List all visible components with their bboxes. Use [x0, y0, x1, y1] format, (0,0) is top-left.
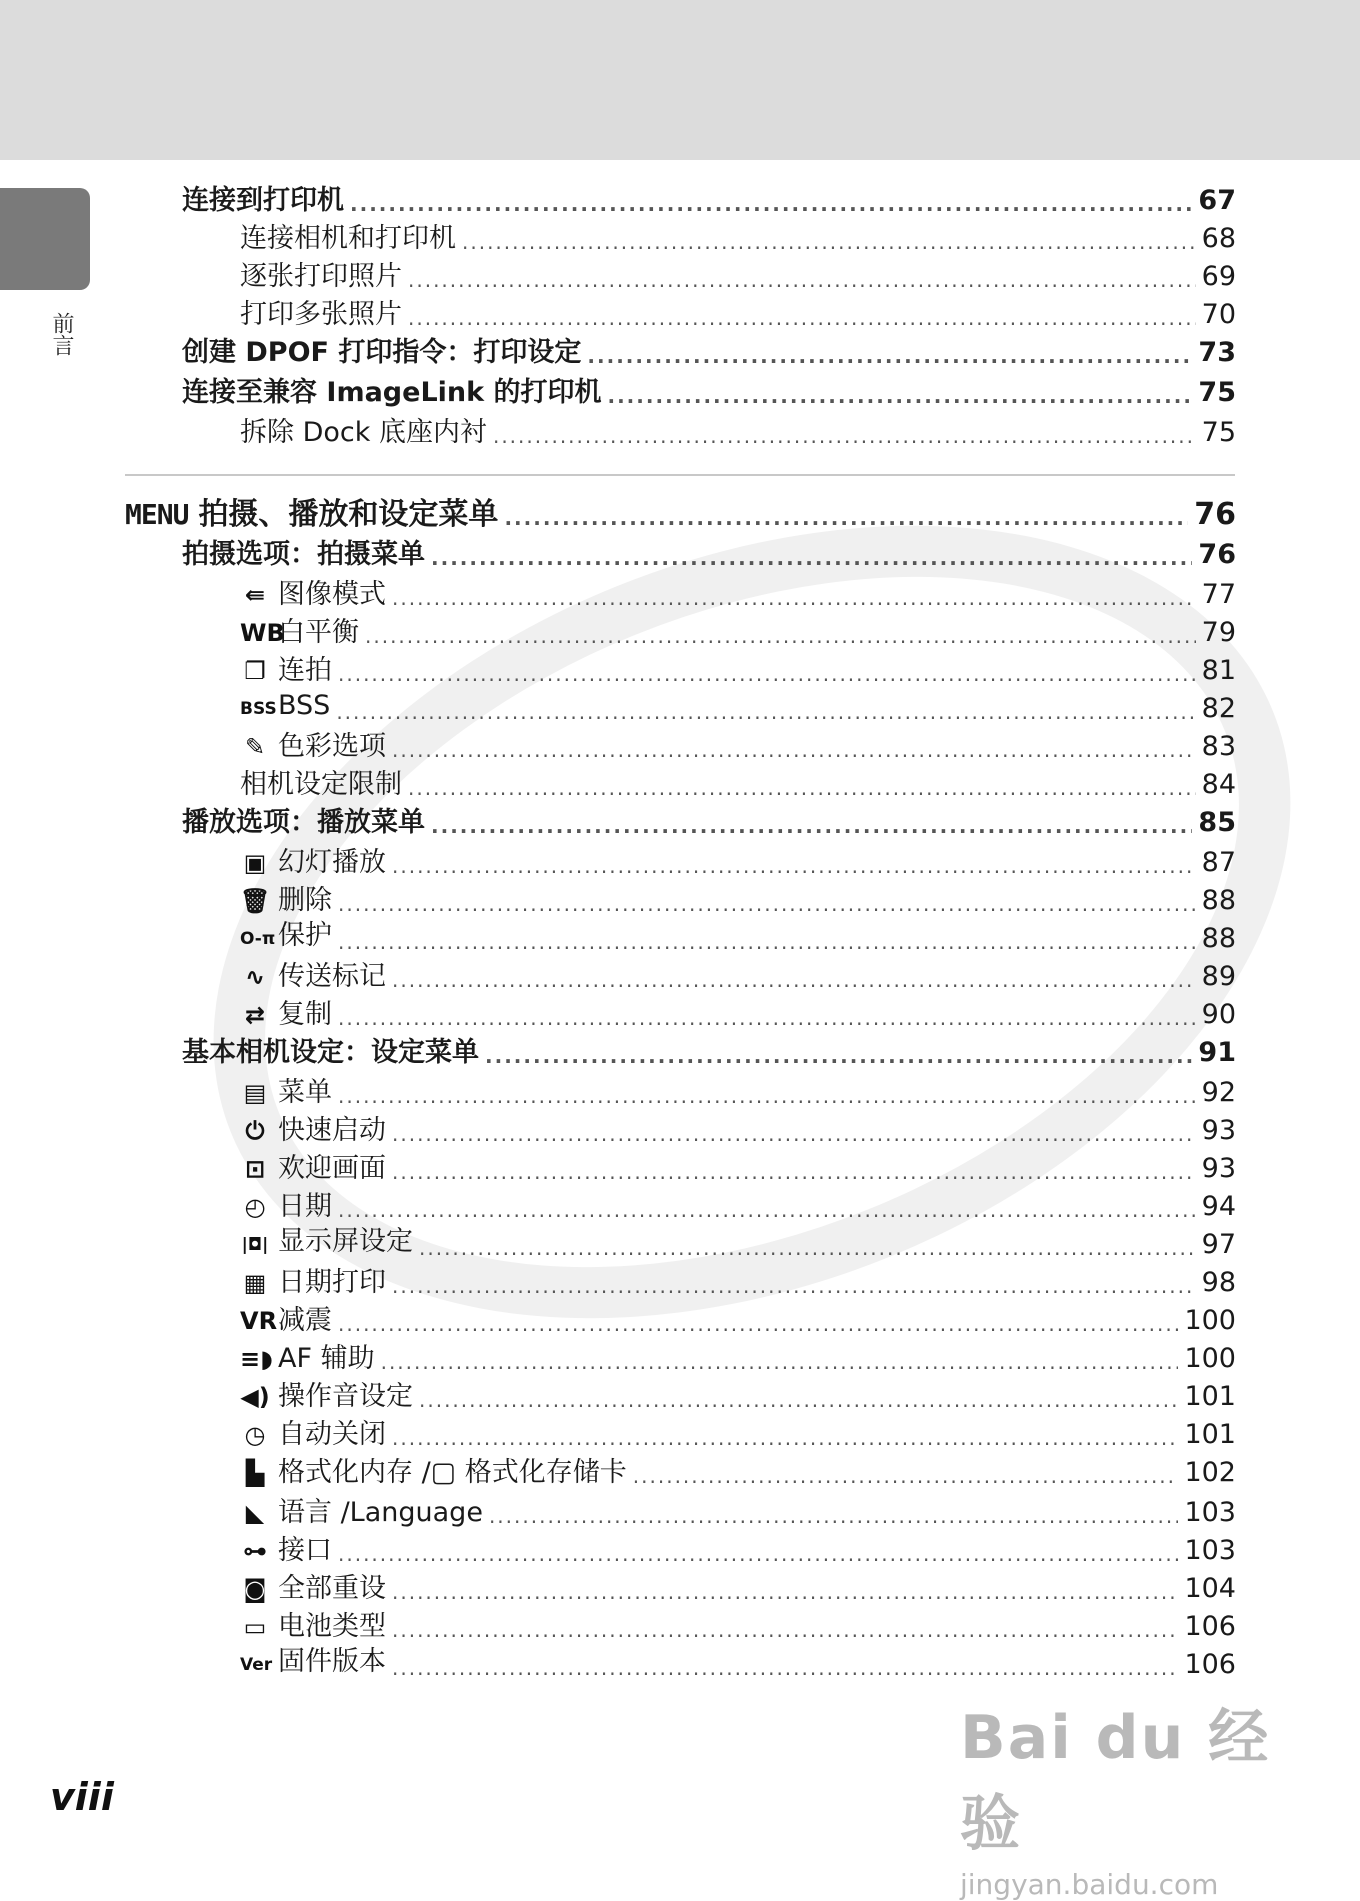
copy-icon: ⇄: [244, 1001, 266, 1029]
toc-entry: [240, 920, 1236, 958]
section-tab: [0, 188, 90, 290]
toc-entry-page: 91: [1198, 1037, 1236, 1068]
dot-leader: [338, 920, 1196, 958]
toc-entry-label: [240, 728, 386, 766]
date-imprint-icon: ▦: [243, 1269, 267, 1297]
dot-leader: [419, 1226, 1196, 1264]
menu-glyph-icon: MENU: [125, 498, 189, 531]
toc-entry-label: [240, 1532, 332, 1570]
toc-entry-text: 快速启动: [278, 1115, 386, 1146]
baidu-url: jingyan.baidu.com: [960, 1868, 1219, 1901]
welcome-screen-icon: ⊡: [244, 1155, 266, 1183]
toc-entry: [240, 1378, 1236, 1416]
transfer-icon: ∿: [244, 963, 266, 991]
dot-leader: [365, 614, 1196, 652]
toc-entry: [240, 1150, 1236, 1188]
toc-entry-page: 77: [1201, 579, 1236, 610]
toc-entry-label: [240, 1302, 332, 1340]
toc-entry-text: 逐张打印照片: [240, 261, 402, 292]
toc-entry-text: 日期: [278, 1191, 332, 1222]
dot-leader: [381, 1340, 1179, 1378]
toc-entry-label: [240, 414, 487, 452]
toc-entry-page: 75: [1198, 377, 1236, 408]
toc-entry: [240, 996, 1236, 1034]
dot-leader: [504, 496, 1188, 534]
toc-entry-text: 连接到打印机: [182, 185, 344, 216]
dot-leader: [431, 804, 1192, 842]
dot-leader: [350, 182, 1192, 220]
toc-entry-text: 删除: [278, 885, 332, 916]
toc-entry-page: 76: [1194, 497, 1236, 532]
toc-entry: [182, 804, 1236, 842]
toc-entry: [240, 1532, 1236, 1570]
toc-entry: [240, 1646, 1236, 1684]
toc-entry-text: 打印多张照片: [240, 299, 402, 330]
dot-leader: [338, 1532, 1178, 1570]
toc-entry-page: 106: [1184, 1649, 1236, 1680]
toc-entry-page: 89: [1201, 961, 1236, 992]
toc-entry-text: 基本相机设定：设定菜单: [182, 1037, 479, 1068]
toc-entry-text: 连接相机和打印机: [240, 223, 456, 254]
slideshow-icon: ▣: [243, 849, 267, 877]
toc-entry: [240, 220, 1236, 258]
toc-entry-page: 103: [1184, 1497, 1236, 1528]
dot-leader: [338, 1074, 1196, 1112]
toc-entry-label: [240, 1112, 386, 1150]
toc-entry: [240, 258, 1236, 296]
dot-leader: [338, 1302, 1178, 1340]
toc-entry-text: 欢迎画面: [278, 1153, 386, 1184]
toc-entry: [240, 766, 1236, 804]
toc-entry: [240, 1074, 1236, 1112]
dot-leader: [392, 1264, 1196, 1302]
bss-icon: BSS: [240, 699, 277, 719]
dot-leader: [607, 374, 1192, 412]
dot-leader: [392, 1570, 1178, 1608]
dot-leader: [493, 414, 1196, 452]
toc-entry-label: [182, 334, 581, 372]
toc-entry-page: 100: [1184, 1305, 1236, 1336]
dot-leader: [338, 1188, 1196, 1226]
toc-entry-label: [240, 1074, 332, 1112]
dot-leader: [485, 1034, 1192, 1072]
toc-entry-page: 85: [1198, 807, 1236, 838]
toc-entry-page: 70: [1201, 299, 1236, 330]
quick-startup-icon: ⏻: [245, 1117, 265, 1145]
menu-icon: ▤: [243, 1079, 267, 1107]
toc-entry-page: 88: [1201, 885, 1236, 916]
toc-entry: [125, 496, 1236, 534]
toc-entry-text: 白平衡: [278, 617, 359, 648]
toc-entry-page: 106: [1184, 1611, 1236, 1642]
toc-entry: [240, 1494, 1236, 1532]
toc-entry-page: 97: [1201, 1229, 1236, 1260]
toc-entry-label: [240, 1608, 386, 1646]
toc-entry: [182, 182, 1236, 220]
white-balance-icon: WB: [240, 619, 285, 647]
dot-leader: [336, 690, 1195, 728]
toc-entry-text: 拆除 Dock 底座内衬: [240, 417, 487, 448]
toc-entry-label: [240, 614, 359, 652]
toc-entry-text: 固件版本: [278, 1646, 386, 1677]
toc-entry: [240, 844, 1236, 882]
toc-entry: [240, 1416, 1236, 1454]
af-assist-icon: ≡◗: [240, 1345, 273, 1373]
dot-leader: [392, 844, 1196, 882]
toc-entry-label: [182, 536, 425, 574]
toc-entry-page: 76: [1198, 539, 1236, 570]
toc-entry-text: 接口: [278, 1535, 332, 1566]
section-divider: [125, 474, 1235, 476]
toc-entry: [240, 576, 1236, 614]
toc-entry: [240, 1608, 1236, 1646]
toc-entry: [240, 958, 1236, 996]
toc-entry-label: [240, 1340, 375, 1378]
toc-entry-label: [240, 1646, 386, 1684]
toc-entry-page: 81: [1201, 655, 1236, 686]
toc-entry-text: 自动关闭: [278, 1419, 386, 1450]
toc-entry-page: 98: [1201, 1267, 1236, 1298]
dot-leader: [392, 728, 1196, 766]
toc-entry-label: [240, 1150, 386, 1188]
dot-leader: [408, 258, 1196, 296]
toc-entry-page: 93: [1201, 1153, 1236, 1184]
toc-entry-label: [240, 882, 332, 920]
toc-entry: [240, 690, 1236, 728]
toc-entry-page: 83: [1201, 731, 1236, 762]
toc-entry-text: 电池类型: [278, 1611, 386, 1642]
toc-entry-text: 操作音设定: [278, 1381, 413, 1412]
toc-entry: [240, 728, 1236, 766]
toc-entry: [240, 1264, 1236, 1302]
dot-leader: [392, 1150, 1196, 1188]
reset-all-icon: ◙: [243, 1575, 267, 1603]
color-options-icon: ✎: [244, 733, 266, 761]
toc-entry: [240, 1226, 1236, 1264]
page-number: viii: [50, 1775, 114, 1819]
toc-entry-text: 菜单: [278, 1077, 332, 1108]
dot-leader: [431, 536, 1192, 574]
toc-entry: [240, 882, 1236, 920]
toc-entry-text: 日期打印: [278, 1267, 386, 1298]
toc-entry-label: [240, 258, 402, 296]
toc-entry-text: 减震: [278, 1305, 332, 1336]
vr-icon: VR: [240, 1307, 278, 1335]
toc-entry-page: 88: [1201, 923, 1236, 954]
toc-entry-page: 69: [1201, 261, 1236, 292]
toc-entry-page: 82: [1201, 693, 1236, 724]
toc-entry-text: 连接至兼容 ImageLink 的打印机: [182, 377, 602, 408]
dot-leader: [392, 1646, 1178, 1684]
toc-entry-page: 93: [1201, 1115, 1236, 1146]
toc-entry-page: 101: [1184, 1381, 1236, 1412]
toc-entry: [240, 296, 1236, 334]
dot-leader: [338, 882, 1196, 920]
dot-leader: [338, 652, 1196, 690]
toc-entry-text: 拍摄选项：拍摄菜单: [182, 539, 425, 570]
dot-leader: [338, 996, 1196, 1034]
toc-entry-text: 复制: [278, 999, 332, 1030]
image-mode-icon: ⇚: [244, 581, 266, 609]
toc-entry-label: [182, 804, 425, 842]
toc-entry: [182, 374, 1236, 412]
dot-leader: [408, 766, 1196, 804]
toc-entry: [182, 1034, 1236, 1072]
toc-entry-label: [240, 296, 402, 334]
toc-entry: [182, 334, 1236, 372]
toc-entry-page: 68: [1201, 223, 1236, 254]
toc-entry-label: [240, 1570, 386, 1608]
dot-leader: [392, 958, 1196, 996]
auto-off-icon: ◷: [244, 1421, 266, 1449]
toc-entry-text: 保护: [278, 920, 332, 951]
header-band: [0, 0, 1360, 160]
toc-entry-label: [240, 220, 456, 258]
toc-entry-label: [240, 920, 332, 958]
delete-icon: 🗑: [240, 887, 271, 915]
toc-entry-text: 格式化内存 /▢ 格式化存储卡: [278, 1457, 627, 1488]
toc-entry-text: 播放选项：播放菜单: [182, 807, 425, 838]
toc-entry-page: 75: [1201, 417, 1236, 448]
dot-leader: [392, 1112, 1196, 1150]
toc-entry: [240, 1340, 1236, 1378]
dot-leader: [419, 1378, 1178, 1416]
dot-leader: [392, 1608, 1178, 1646]
toc-entry-text: 色彩选项: [278, 731, 386, 762]
toc-entry-label: [240, 844, 386, 882]
continuous-icon: ❐: [244, 657, 266, 685]
toc-entry-label: [182, 1034, 479, 1072]
interface-icon: ⊶: [243, 1537, 267, 1565]
toc-entry-page: 101: [1184, 1419, 1236, 1450]
toc-entry: [240, 1112, 1236, 1150]
toc-entry-text: 图像模式: [278, 579, 386, 610]
toc-entry-text: 显示屏设定: [278, 1226, 413, 1257]
toc-entry-label: [240, 652, 332, 690]
toc-entry-label: [125, 496, 498, 534]
toc-entry-page: 87: [1201, 847, 1236, 878]
toc-entry-text: 传送标记: [278, 961, 386, 992]
firmware-version-icon: Ver: [240, 1655, 273, 1675]
toc-entry-text: 相机设定限制: [240, 769, 402, 800]
toc-entry-label: [240, 690, 330, 728]
toc-entry-label: [240, 1454, 627, 1492]
baidu-logo: Bai du 经验: [960, 1703, 1271, 1859]
format-memory-icon: ▙: [245, 1459, 265, 1487]
dot-leader: [587, 334, 1192, 372]
toc-entry-page: 84: [1201, 769, 1236, 800]
dot-leader: [633, 1454, 1179, 1492]
toc-entry: [240, 1188, 1236, 1226]
toc-entry-text: 全部重设: [278, 1573, 386, 1604]
toc-entry-label: [240, 958, 386, 996]
sound-icon: ◀): [240, 1383, 270, 1411]
toc-entry: [240, 414, 1236, 452]
dot-leader: [489, 1494, 1179, 1532]
toc-entry-page: 104: [1184, 1573, 1236, 1604]
dot-leader: [392, 1416, 1178, 1454]
toc-entry-label: [240, 1416, 386, 1454]
baidu-watermark: [960, 1690, 1290, 1901]
toc-entry: [240, 652, 1236, 690]
toc-entry-label: [240, 1264, 386, 1302]
toc-entry-text: 语言 /Language: [278, 1497, 483, 1528]
toc-entry: [240, 1454, 1236, 1492]
toc-entry: [182, 536, 1236, 574]
toc-entry-label: [182, 374, 601, 412]
toc-entry-text: 创建 DPOF 打印指令：打印设定: [182, 337, 582, 368]
toc-entry-label: [240, 766, 402, 804]
dot-leader: [462, 220, 1196, 258]
toc-entry-page: 90: [1201, 999, 1236, 1030]
protect-key-icon: O-π: [240, 929, 276, 949]
battery-type-icon: ▭: [243, 1613, 267, 1641]
toc-entry-text: BSS: [278, 690, 331, 721]
toc-entry-page: 79: [1201, 617, 1236, 648]
toc-entry-text: AF 辅助: [278, 1343, 375, 1374]
toc-entry-page: 67: [1198, 185, 1236, 216]
toc-entry-label: [240, 996, 332, 1034]
date-clock-icon: ◴: [244, 1193, 266, 1221]
monitor-settings-icon: |◘|: [241, 1235, 269, 1255]
toc-entry-page: 102: [1184, 1457, 1236, 1488]
toc-entry-page: 100: [1184, 1343, 1236, 1374]
toc-entry-label: [240, 1378, 413, 1416]
toc-entry-page: 92: [1201, 1077, 1236, 1108]
toc-entry: [240, 1570, 1236, 1608]
toc-entry-page: 94: [1201, 1191, 1236, 1222]
toc-entry-label: [240, 1494, 483, 1532]
section-label: 前言: [49, 312, 74, 356]
toc-entry-page: 103: [1184, 1535, 1236, 1566]
toc-entry-text: 连拍: [278, 655, 332, 686]
dot-leader: [392, 576, 1196, 614]
toc-entry: [240, 614, 1236, 652]
toc-entry-label: [240, 576, 386, 614]
toc-entry-label: [182, 182, 344, 220]
toc-entry-label: [240, 1226, 413, 1264]
toc-entry: [240, 1302, 1236, 1340]
toc-entry-text: 幻灯播放: [278, 847, 386, 878]
toc-entry-page: 73: [1198, 337, 1236, 368]
toc-entry-label: [240, 1188, 332, 1226]
language-icon: ◣: [245, 1499, 265, 1527]
toc-entry-text: 拍摄、播放和设定菜单: [198, 497, 499, 532]
dot-leader: [408, 296, 1196, 334]
